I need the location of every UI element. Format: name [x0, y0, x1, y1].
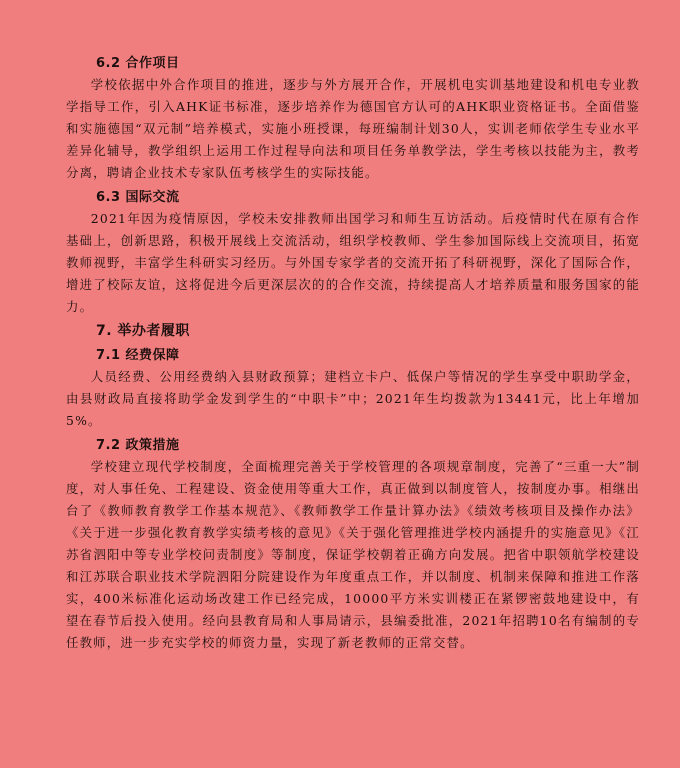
section-6-3	[66, 187, 640, 318]
section-7-1	[66, 345, 640, 432]
chapter-heading: 7. 举办者履职	[96, 323, 190, 339]
section-paragraph: 学校建立现代学校制度，全面梳理完善关于学校管理的各项规章制度，完善了“三重一大”制度，对人事任免、工程建设、资金使用等重大工作，真正做到以制度管人，按制度办事。相继出台了《教师教育教学工作基本规范》、《教师教学工作量计算办法》《绩效考核项目及操作办法》《关于进一步强化教育教学实绩考核的意见》《关于强化管理推进学校内涵提升的实施意见》《江苏省泗阳中等专业学校问责制度》等制度，保证学校朝着正确方向发展。把省中职领航学校建设和江苏联合职业技术学院泗阳分院建设作为年度重点工作，并以制度、机制来保障和推进工作落实，400米标准化运动场改建工作已经完成，10000平方米实训楼正在紧锣密鼓地建设中，有望在春节后投入使用。经向县教育局和人事局请示，县编委批准，2021年招聘10名有编制的专任教师，进一步充实学校的师资力量，实现了新老教师的正常交替。	[66, 459, 640, 650]
section-7-2	[66, 435, 640, 654]
section-paragraph: 2021年因为疫情原因，学校未安排教师出国学习和师生互访活动。后疫情时代在原有合作基础上，创新思路，积极开展线上交流活动，组织学校教师、学生参加国际线上交流项目，拓宽教师视野，丰富学生科研实习经历。与外国专家学者的交流开拓了科研视野，深化了国际合作，增进了校际友谊，这将促进今后更深层次的的合作交流，持续提高人才培养质量和服务国家的能力。	[66, 211, 640, 314]
section-7	[66, 321, 640, 342]
section-heading: 7.2 政策措施	[96, 438, 180, 453]
section-heading: 7.1 经费保障	[96, 348, 180, 363]
section-heading: 6.2 合作项目	[96, 56, 180, 71]
section-paragraph: 学校依据中外合作项目的推进，逐步与外方展开合作，开展机电实训基地建设和机电专业教学指导工作，引入AHK证书标准，逐步培养作为德国官方认可的AHK职业资格证书。全面借鉴和实施德国“双元制”培养模式，实施小班授课，每班编制计划30人，实训老师依学生专业水平差异化辅导，教学组织上运用工作过程导向法和项目任务单教学法，学生考核以技能为主，教考分离，聘请企业技术专家队伍考核学生的实际技能。	[66, 77, 640, 180]
section-paragraph: 人员经费、公用经费纳入县财政预算；建档立卡户、低保户等情况的学生享受中职助学金，由县财政局直接将助学金发到学生的“中职卡”中；2021年生均拨款为13441元，比上年增加5%。	[66, 369, 640, 428]
section-6-2	[66, 53, 640, 184]
section-heading: 6.3 国际交流	[96, 190, 180, 205]
